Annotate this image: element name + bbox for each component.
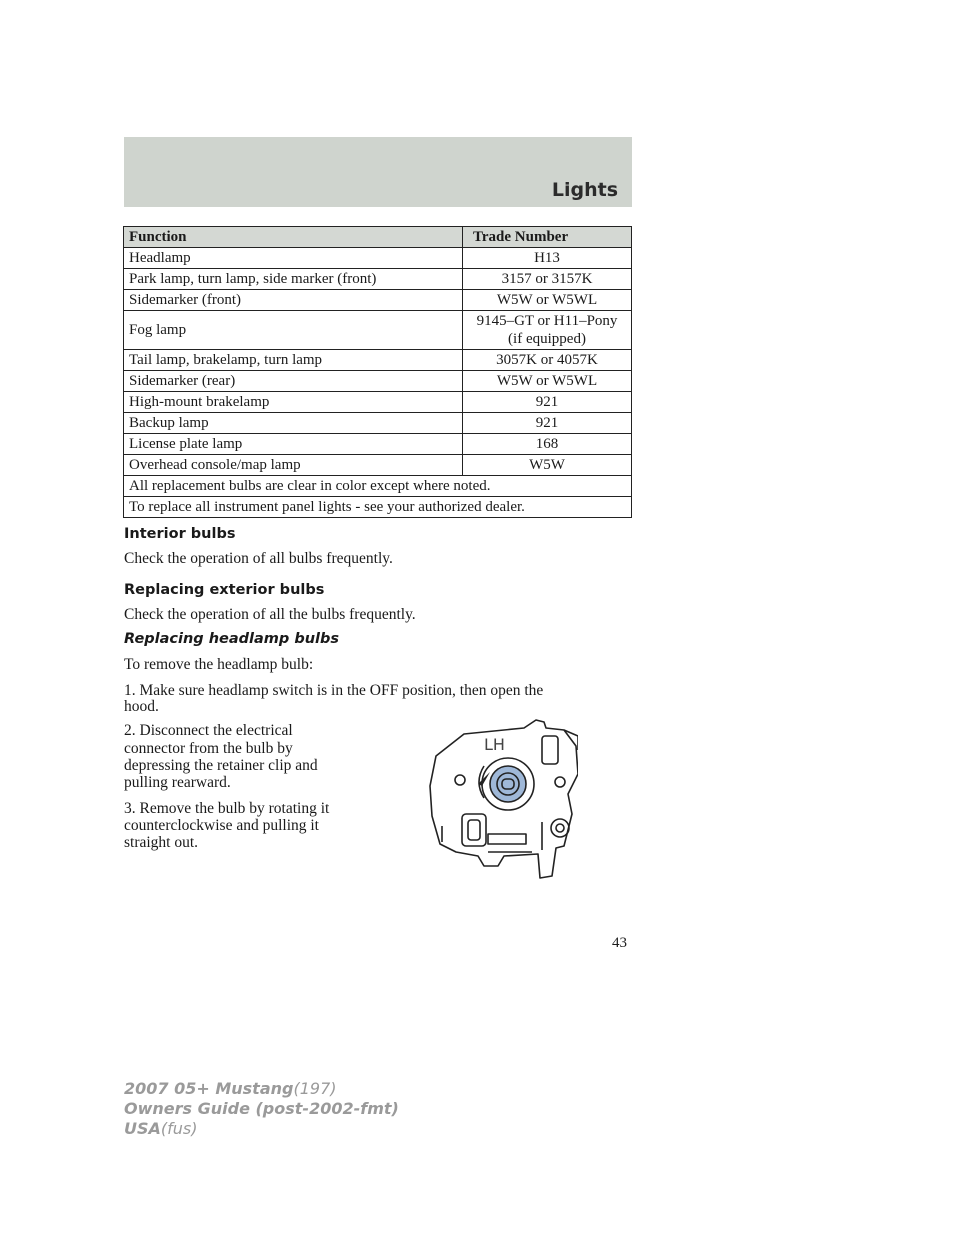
table-row: [124, 269, 632, 290]
function-cell: High-mount brakelamp: [124, 392, 463, 413]
trade-number-cell: 921: [463, 413, 632, 434]
trade-number-cell: 3157 or 3157K: [463, 269, 632, 290]
trade-number-cell: W5W or W5WL: [463, 371, 632, 392]
section-header-bar: [124, 137, 632, 207]
exterior-bulbs-heading: Replacing exterior bulbs: [124, 582, 325, 598]
table-note: To replace all instrument panel lights - see your authorized dealer.: [124, 497, 632, 518]
function-cell: Sidemarker (front): [124, 290, 463, 311]
section-title: Lights: [551, 179, 618, 201]
function-cell: License plate lamp: [124, 434, 463, 455]
table-row: [124, 311, 632, 350]
step-3-line: 3. Remove the bulb by rotating it: [124, 800, 330, 817]
table-row: [124, 392, 632, 413]
step-2-line: connector from the bulb by: [124, 740, 293, 757]
step-1-line: hood.: [124, 698, 159, 715]
table-header-row: [124, 227, 632, 248]
step-3-line: counterclockwise and pulling it: [124, 817, 319, 834]
bulb-table: [123, 226, 632, 518]
table-row: [124, 248, 632, 269]
function-cell: Park lamp, turn lamp, side marker (front): [124, 269, 463, 290]
function-cell: Sidemarker (rear): [124, 371, 463, 392]
interior-bulbs-text: Check the operation of all bulbs frequently.: [124, 550, 393, 567]
trade-number-note: (if equipped): [508, 331, 586, 347]
step-3-line: straight out.: [124, 834, 199, 851]
column-header-trade-number: Trade Number: [463, 227, 632, 248]
function-cell: Overhead console/map lamp: [124, 455, 463, 476]
document-footer: [124, 1079, 399, 1139]
table-note-row: [124, 497, 632, 518]
table-row: [124, 455, 632, 476]
headlamp-diagram: [428, 716, 578, 880]
table-note-row: [124, 476, 632, 497]
trade-number-cell: H13: [463, 248, 632, 269]
trade-number-cell: 3057K or 4057K: [463, 350, 632, 371]
page-number: 43: [612, 935, 627, 951]
function-cell: Fog lamp: [124, 311, 463, 350]
trade-number-cell: 168: [463, 434, 632, 455]
step-1-line: 1. Make sure headlamp switch is in the OFF position, then open the: [124, 682, 544, 699]
step-2-line: 2. Disconnect the electrical: [124, 722, 293, 739]
table-row: [124, 350, 632, 371]
footer-model-code: (197): [293, 1079, 337, 1098]
function-cell: Tail lamp, brakelamp, turn lamp: [124, 350, 463, 371]
trade-number-cell: 921: [463, 392, 632, 413]
footer-market: USA: [124, 1119, 161, 1138]
trade-number-cell: [463, 311, 632, 350]
diagram-lh-label: LH: [484, 735, 505, 754]
footer-line-1: [124, 1079, 399, 1099]
interior-bulbs-heading: Interior bulbs: [124, 526, 236, 542]
step-2-line: depressing the retainer clip and: [124, 757, 318, 774]
exterior-bulbs-text: Check the operation of all the bulbs frequently.: [124, 606, 416, 623]
headlamp-bulbs-heading: Replacing headlamp bulbs: [124, 631, 340, 647]
footer-line-2: Owners Guide (post-2002-fmt): [124, 1099, 399, 1118]
footer-market-code: (fus): [160, 1119, 198, 1138]
step-2-line: pulling rearward.: [124, 774, 231, 791]
table-row: [124, 290, 632, 311]
column-header-function: Function: [124, 227, 463, 248]
trade-number-cell: W5W: [463, 455, 632, 476]
function-cell: Headlamp: [124, 248, 463, 269]
table-row: [124, 434, 632, 455]
function-cell: Backup lamp: [124, 413, 463, 434]
table-row: [124, 371, 632, 392]
table-row: [124, 413, 632, 434]
table-note: All replacement bulbs are clear in color except where noted.: [124, 476, 632, 497]
trade-number-line: 9145–GT or H11–Pony: [476, 313, 618, 329]
footer-model: 2007 05+ Mustang: [124, 1079, 294, 1098]
footer-line-3: [124, 1119, 399, 1139]
headlamp-intro-text: To remove the headlamp bulb:: [124, 656, 314, 673]
trade-number-cell: W5W or W5WL: [463, 290, 632, 311]
